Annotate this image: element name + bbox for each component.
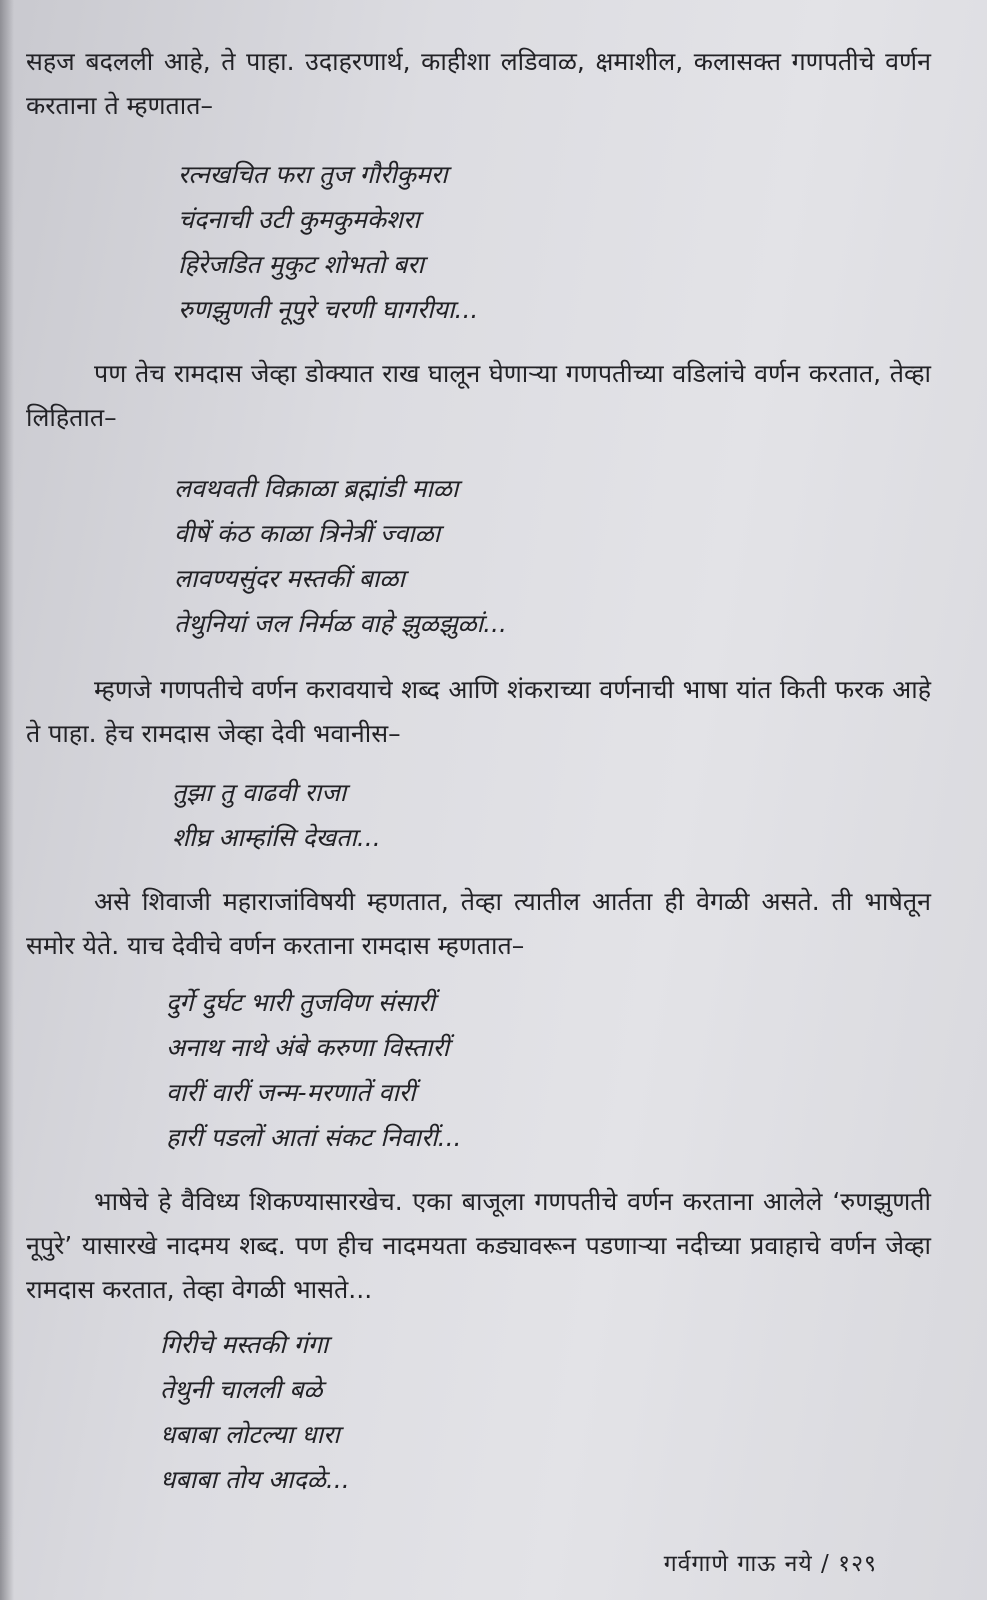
paragraph: म्हणजे गणपतीचे वर्णन करावयाचे शब्द आणि शंकराच्या वर्णनाची भाषा यांत किती फरक आहे ते पाहा. हेच रामदास जेव्हा देवी भवानीस– [26, 675, 931, 748]
verse-line: लावण्यसुंदर मस्तकीं बाळा [174, 564, 405, 593]
verse-line: वारीं वारीं जन्म-मरणातें वारीं [166, 1078, 416, 1107]
paragraph: असे शिवाजी महाराजांविषयी म्हणतात, तेव्हा त्यातील आर्तता ही वेगळी असते. ती भाषेतून समोर येते. याच देवीचे वर्णन करताना रामदास म्हणतात– [26, 887, 931, 960]
paragraph: सहज बदलली आहे, ते पाहा. उदाहरणार्थ, काहीशा लडिवाळ, क्षमाशील, कलासक्त गणपतीचे वर्णन करताना ते म्हणतात– [26, 47, 931, 120]
verse-line: हारीं पडलों आतां संकट निवारीं... [166, 1123, 462, 1152]
verse-block [160, 1322, 350, 1502]
verse-line: गिरीचे मस्तकी गंगा [160, 1330, 329, 1359]
verse-line: रुणझुणती नूपुरे चरणी घागरीया... [178, 295, 479, 324]
verse-line: धबाबा लोटल्या धारा [160, 1420, 340, 1449]
verse-line: रत्नखचित फरा तुज गौरीकुमरा [178, 160, 448, 189]
paragraph: पण तेच रामदास जेव्हा डोक्यात राख घालून घेणाऱ्या गणपतीच्या वडिलांचे वर्णन करतात, तेव्हा लिहितात– [26, 359, 931, 432]
verse-line: तेथुनी चालली बळे [160, 1375, 323, 1404]
verse-line: चंदनाची उटी कुमकुमकेशरा [178, 205, 420, 234]
paragraph: भाषेचे हे वैविध्य शिकण्यासारखेच. एका बाजूला गणपतीचे वर्णन करताना आलेले ‘रुणझुणती नूपुरे’ यासारखे नादमय शब्द. पण हीच नादमयता कड्यावरून पडणाऱ्या नदीच्या प्रवाहाचे वर्णन जेव्हा रामदास करतात, तेव्हा वेगळी भासते... [26, 1187, 931, 1304]
verse-line: वीषें कंठ काळा त्रिनेत्रीं ज्वाळा [174, 519, 441, 548]
verse-block [172, 770, 381, 860]
page-footer: गर्वगाणे गाऊ नये / १२९ [663, 1551, 877, 1577]
verse-line: हिरेजडित मुकुट शोभतो बरा [178, 250, 424, 279]
verse-line: लवथवती विक्राळा ब्रह्मांडी माळा [174, 474, 459, 503]
verse-line: धबाबा तोय आदळे... [160, 1465, 350, 1494]
verse-line: तेथुनियां जल निर्मळ वाहे झुळझुळां... [174, 609, 507, 638]
verse-line: तुझा तु वाढवी राजा [172, 778, 347, 807]
verse-block [174, 466, 507, 646]
verse-line: शीघ्र आम्हांसि देखता... [172, 823, 381, 852]
verse-line: दुर्गे दुर्घट भारी तुजविण संसारीं [166, 988, 435, 1017]
verse-block [178, 152, 478, 332]
verse-line: अनाथ नाथे अंबे करुणा विस्तारीं [166, 1033, 450, 1062]
verse-block [166, 980, 461, 1160]
